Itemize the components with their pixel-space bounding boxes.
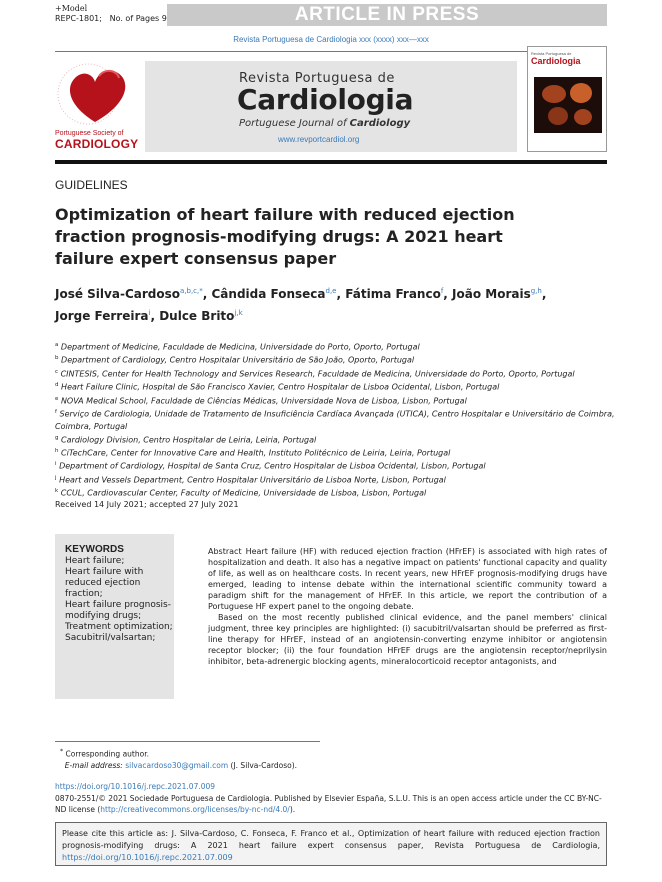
received-dates: Received 14 July 2021; accepted 27 July 2021 bbox=[55, 500, 239, 509]
affiliation: $^e$ NOVA Medical School, Faculdade de Ciências Médicas, Universidade Nova de Lisboa, Lisbon, Portugal bbox=[55, 395, 467, 406]
affiliation: $^c$ CINTESIS, Center for Health Technology and Services Research, Faculdade de Medicina, Universidade do Porto, Oporto, Portugal bbox=[55, 368, 575, 379]
citation-doi-link[interactable]: https://doi.org/10.1016/j.repc.2021.07.009 bbox=[62, 853, 233, 862]
keyword: Heart failure prognosis-modifying drugs; bbox=[65, 600, 171, 621]
journal-cover-thumbnail: Revista Portuguesa de Cardiologia bbox=[527, 46, 607, 152]
affiliation: $^f$ Serviço de Cardiologia, Unidade de Tratamento de Insuficiência Cardíaca Avançada (UTICA), Centro Hospitalar e Universitário de Coimbra, Coimbra, Portugal bbox=[55, 409, 615, 431]
affiliation: $^d$ Heart Failure Clinic, Hospital de São Francisco Xavier, Centro Hospitalar de Lisboa Ocidental, Lisbon, Portugal bbox=[55, 382, 500, 393]
ref-code: REPC-1801; bbox=[55, 14, 102, 23]
abstract bbox=[208, 546, 607, 667]
keyword: Heart failure; bbox=[65, 556, 125, 566]
affiliations bbox=[55, 340, 615, 500]
email-note: E-mail address: silvacardoso30@gmail.com (J. Silva-Cardoso). bbox=[64, 760, 298, 770]
journal-name-top: Revista Portuguesa de bbox=[239, 71, 395, 86]
abstract-paragraph: Based on the most recently published clinical evidence, and the panel members' clinical judgment, three key principles are highlighted: (i) sacubitril/valsartan should be preferred as first-line therapy for HFrEF, instead of an angiotensin-converting enzyme inhibitor or angiotensin receptor blocker; (ii) the four foundation HFrEF drugs are the angiotensin receptor/neprilysin inhibitor, beta-adrenergic blocking agents, mineralocorticoid receptor antagonists, and bbox=[208, 613, 607, 666]
license-link[interactable]: http://creativecommons.org/licenses/by-nc-nd/4.0/ bbox=[100, 804, 290, 814]
author: Cândida Fonseca$^{d,e}$, bbox=[211, 287, 346, 301]
article-title: Optimization of heart failure with reduced ejection fraction prognosis-modifying drugs: A 2021 heart failure expert consensus paper bbox=[55, 205, 515, 268]
author-list bbox=[55, 282, 585, 326]
page-count: No. of Pages 9 bbox=[109, 14, 167, 23]
header-rule bbox=[55, 160, 607, 164]
abstract-paragraph: Abstract Heart failure (HF) with reduced ejection fraction (HFrEF) is associated with high rates of hospitalization and death. It also has a negative impact on patients' functional capacity and quality of life, as well as on healthcare costs. In recent years, new HFrEF prognosis-modifying drugs have emerged, leading to intense debate within the international scientific community toward a paradigm shift for the management of HFrEF. In this article, we report the contribution of a Portuguese HF expert panel to the ongoing debate. bbox=[208, 547, 607, 611]
keywords-title: KEYWORDS bbox=[65, 544, 124, 555]
affiliation: $^i$ Department of Cardiology, Hospital de Santa Cruz, Centro Hospitalar de Lisboa Ocidental, Lisbon, Portugal bbox=[55, 461, 486, 472]
footnotes bbox=[60, 746, 297, 771]
affiliation: $^j$ Heart and Vessels Department, Centro Hospitalar Universitário de Lisboa Norte, Lisbon, Portugal bbox=[55, 474, 446, 485]
author: Dulce Brito$^{j,k}$ bbox=[159, 309, 243, 323]
journal-subtitle: Portuguese Journal of Cardiology bbox=[239, 118, 411, 129]
article-meta bbox=[55, 4, 167, 24]
author: José Silva-Cardoso$^{a,b,c,*}$, bbox=[55, 287, 212, 301]
keyword: Sacubitril/valsartan; bbox=[65, 633, 156, 643]
cover-image bbox=[534, 77, 602, 133]
footnote-divider bbox=[55, 741, 320, 742]
journal-citation-line[interactable]: Revista Portuguesa de Cardiologia xxx (xxxx) xxx—xxx bbox=[233, 35, 429, 44]
author: João Morais$^{g,h}$, bbox=[452, 287, 547, 301]
heart-icon bbox=[55, 58, 135, 130]
author: Fátima Franco$^f$, bbox=[345, 287, 453, 301]
abstract-label: Abstract bbox=[208, 547, 242, 556]
model-label: +Model bbox=[55, 4, 88, 13]
keyword: Heart failure with reduced ejection fraction; bbox=[65, 567, 144, 599]
section-label: GUIDELINES bbox=[55, 178, 128, 192]
affiliation: $^k$ CCUL, Cardiovascular Center, Faculty of Medicine, Universidade de Lisboa, Lisbon, Portugal bbox=[55, 488, 427, 498]
citation-box: Please cite this article as: J. Silva-Cardoso, C. Fonseca, F. Franco et al., Optimization of heart failure with reduced ejection fraction prognosis-modifying drugs: A 2021 heart failure expert consensus paper, Revista Portuguesa de Cardiologia, https://doi.org/10.1016/j.repc.2021.07.009 bbox=[55, 822, 607, 866]
copyright-notice: 0870-2551/© 2021 Sociedade Portuguesa de Cardiologia. Published by Elsevier España, S.L.U. This is an open access article under the CC BY-NC-ND license (http://creativecommons.org/licenses/by-nc-nd/4.0/). bbox=[55, 794, 602, 814]
society-name: Portuguese Society of CARDIOLOGY bbox=[55, 130, 139, 151]
journal-name: Cardiologia bbox=[237, 83, 414, 116]
affiliation: $^h$ CiTechCare, Center for Innovative Care and Health, Instituto Politécnico de Leiria, Leiria, Portugal bbox=[55, 447, 451, 458]
email-link[interactable]: silvacardoso30@gmail.com bbox=[125, 760, 229, 770]
journal-url[interactable]: www.revportcardiol.org bbox=[278, 135, 360, 144]
keywords-box bbox=[55, 534, 174, 699]
affiliation: $^a$ Department of Medicine, Faculdade de Medicina, Universidade do Porto, Oporto, Portugal bbox=[55, 342, 420, 352]
society-logo bbox=[55, 58, 139, 154]
affiliation: $^g$ Cardiology Division, Centro Hospitalar de Leiria, Leiria, Portugal bbox=[55, 434, 317, 445]
journal-header bbox=[145, 61, 517, 152]
divider bbox=[55, 51, 607, 52]
affiliation: $^b$ Department of Cardiology, Centro Hospitalar Universitário de São João, Oporto, Portugal bbox=[55, 355, 415, 366]
keyword: Treatment optimization; bbox=[65, 622, 173, 632]
author: Jorge Ferreira$^i$, bbox=[55, 309, 160, 323]
corresponding-author-note: * Corresponding author. bbox=[60, 748, 149, 759]
article-in-press-banner: ARTICLE IN PRESS bbox=[167, 4, 607, 26]
doi-link[interactable]: https://doi.org/10.1016/j.repc.2021.07.009 bbox=[55, 782, 216, 791]
